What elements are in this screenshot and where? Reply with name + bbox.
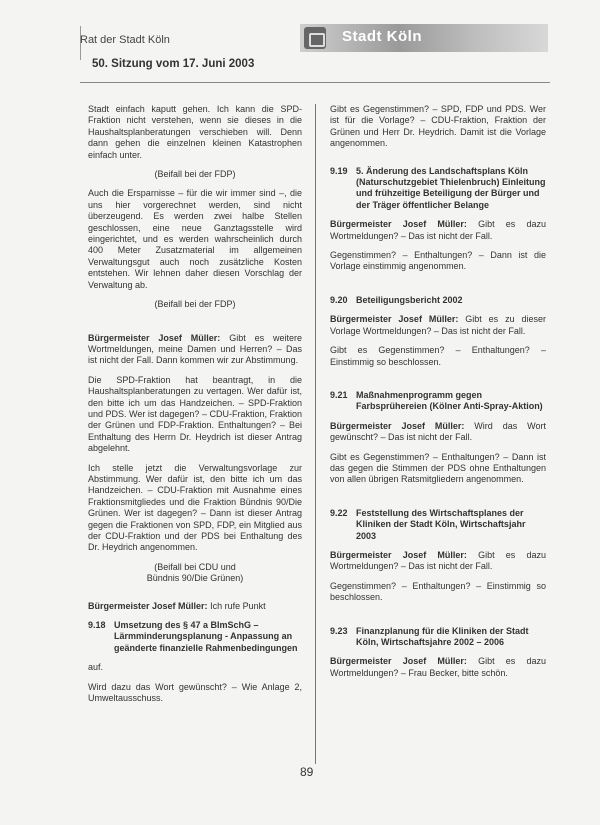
speech-text: Gibt es dazu Wortmeldungen? – Frau Becker, bitte schön.	[330, 656, 546, 678]
column-divider	[315, 104, 316, 764]
agenda-item-number: 9.23	[330, 625, 348, 636]
agenda-item	[330, 508, 546, 542]
paragraph: Ich stelle jetzt die Verwaltungsvorlage zur Abstimmung. Wer dafür ist, den bitte ich um das Handzeichen. – CDU-Fraktion mit Ausnahme eines Fraktionsmitgliedes und die Fraktion Bündnis 90/Die Grünen. Wer ist dagegen? – Dann ist dieser Antrag gegen die Fraktionen von SPD, FDP, ein Mitglied aus der CDU-Fraktion und der PDS bei Enthaltung des Dr. Heydrich angenommen.	[88, 462, 302, 553]
speech-paragraph	[330, 550, 546, 573]
logo-text: Stadt Köln	[342, 28, 422, 45]
speech-paragraph	[330, 656, 546, 679]
agenda-item-number: 9.22	[330, 507, 348, 518]
council-name: Rat der Stadt Köln	[80, 34, 170, 46]
agenda-item-title: Feststellung des Wirtschaftsplanes der Kliniken der Stadt Köln, Wirtschaftsjahr 2003	[356, 507, 526, 541]
paragraph: Gibt es Gegenstimmen? – SPD, FDP und PDS. Wer ist für die Vorlage? – CDU-Fraktion, Fraktion der Grünen und Herr Dr. Heydrich. Damit ist die Vorlage angenommen.	[330, 104, 546, 149]
speech-text: Gibt es weitere Wortmeldungen, meine Damen und Herren? – Das ist nicht der Fall. Dann kommen wir zur Abstimmung.	[88, 332, 302, 366]
agenda-item	[330, 166, 546, 212]
paragraph: Auch die Ersparnisse – für die wir immer sind –, die uns hier vorgerechnet werden, sind nicht überzeugend. Es werden zwei halbe Stellen geschlossen, eine neue Ganztagsstelle wird eingerichtet, und es werden wahrscheinlich durch 400 Meter Zusatzmaterial im allgemeinen Verwaltungsgut auch noch zusätzliche Kosten entstehen. Wir lehnen daher diesen Vorschlag der Verwaltung ab.	[88, 188, 302, 290]
speech-text: Gibt es dazu Wortmeldungen? – Das ist nicht der Fall.	[330, 219, 546, 241]
agenda-item	[88, 620, 302, 654]
speech-paragraph	[88, 333, 302, 367]
speaker-name: Bürgermeister Josef Müller:	[330, 314, 459, 325]
speech-text: Gibt es dazu Wortmeldungen? – Das ist nicht der Fall.	[330, 549, 546, 572]
speech-paragraph	[88, 601, 302, 612]
speaker-name: Bürgermeister Josef Müller:	[330, 219, 467, 230]
applause-note: (Beifall bei der FDP)	[154, 299, 236, 310]
session-title: 50. Sitzung vom 17. Juni 2003	[92, 58, 255, 70]
speaker-name: Bürgermeister Josef Müller:	[88, 600, 208, 611]
agenda-item-title: Finanzplanung für die Kliniken der Stadt Köln, Wirtschaftsjahre 2002 – 2006	[356, 625, 529, 647]
agenda-item-title: Umsetzung des § 47 a BImSchG – Lärmminderungsplanung - Anpassung an geänderte finanzielle Rahmenbedingungen	[114, 620, 298, 653]
speaker-name: Bürgermeister Josef Müller:	[330, 656, 467, 667]
paragraph: Gibt es Gegenstimmen? – Enthaltungen? – Einstimmig so beschlossen.	[330, 345, 546, 367]
agenda-item	[330, 390, 546, 413]
agenda-item-title: 5. Änderung des Landschaftsplans Köln (Naturschutzgebiet Thielenbruch) Einleitung und frühzeitige Beteiligung der Bürger und der Träger öffentlicher Belange	[356, 165, 546, 210]
agenda-item-title: Maßnahmenprogramm gegen Farbsprühereien (Kölner Anti-Spray-Aktion)	[356, 389, 543, 412]
speaker-name: Bürgermeister Josef Müller:	[330, 420, 465, 431]
page-number: 89	[300, 765, 314, 779]
left-column	[88, 104, 302, 704]
paragraph: Stadt einfach kaputt gehen. Ich kann die SPD-Fraktion nicht verstehen, wenn sie dieses in die Haushaltsplanberatungen verschieben will. Denn dann gehen die einzelnen kleinen Katastrophen einfach unter.	[88, 104, 302, 160]
speech-paragraph	[330, 314, 546, 337]
speech-paragraph	[330, 219, 546, 242]
paragraph: Gibt es Gegenstimmen? – Enthaltungen? – Dann ist das gegen die Stimmen der PDS ohne Enthaltungen von allen übrigen Ratsmitgliedern angenommen.	[330, 451, 546, 485]
speech-text: Wird das Wort gewünscht? – Das ist nicht der Fall.	[330, 420, 546, 443]
speaker-name: Bürgermeister Josef Müller:	[330, 549, 467, 560]
agenda-item-number: 9.20	[330, 294, 348, 305]
right-column	[330, 104, 546, 679]
applause-note: (Beifall bei CDU und	[154, 561, 236, 572]
agenda-item-number: 9.19	[330, 165, 348, 176]
agenda-item-number: 9.18	[88, 620, 106, 631]
paragraph: Gegenstimmen? – Enthaltungen? – Dann ist die Vorlage einstimmig angenommen.	[330, 250, 546, 272]
speech-paragraph	[330, 421, 546, 444]
speech-text: Ich rufe Punkt	[210, 600, 266, 611]
paragraph: auf.	[88, 662, 104, 673]
header-rule	[80, 82, 550, 83]
agenda-item	[330, 295, 546, 306]
agenda-item-number: 9.21	[330, 389, 348, 400]
speech-text: Gibt es zu dieser Vorlage Wortmeldungen? – Das ist nicht der Fall.	[330, 314, 546, 336]
applause-note: Bündnis 90/Die Grünen)	[146, 573, 244, 584]
agenda-item-title: Beteiligungsbericht 2002	[356, 294, 463, 305]
paragraph: Gegenstimmen? – Enthaltungen? – Einstimmig so beschlossen.	[330, 580, 546, 603]
applause-note: (Beifall bei der FDP)	[154, 169, 236, 180]
city-logo	[300, 24, 548, 52]
paragraph: Die SPD-Fraktion hat beantragt, in die Haushaltsplanberatungen zu vertagen. Wer dafür ist, den bitte ich um das Handzeichen. – SPD-Fraktion und PDS. Wer ist dagegen? – CDU-Fraktion, Fraktion der Grünen und FDP-Fraktion. Enthaltungen? – Bei Enthaltung des Herrn Dr. Heydrich ist dieser Antrag abgelehnt.	[88, 374, 302, 454]
agenda-item	[330, 626, 546, 649]
speaker-name: Bürgermeister Josef Müller:	[88, 332, 221, 343]
paragraph: Wird dazu das Wort gewünscht? – Wie Anlage 2, Umweltausschuss.	[88, 681, 302, 704]
coat-of-arms-icon	[304, 27, 326, 49]
